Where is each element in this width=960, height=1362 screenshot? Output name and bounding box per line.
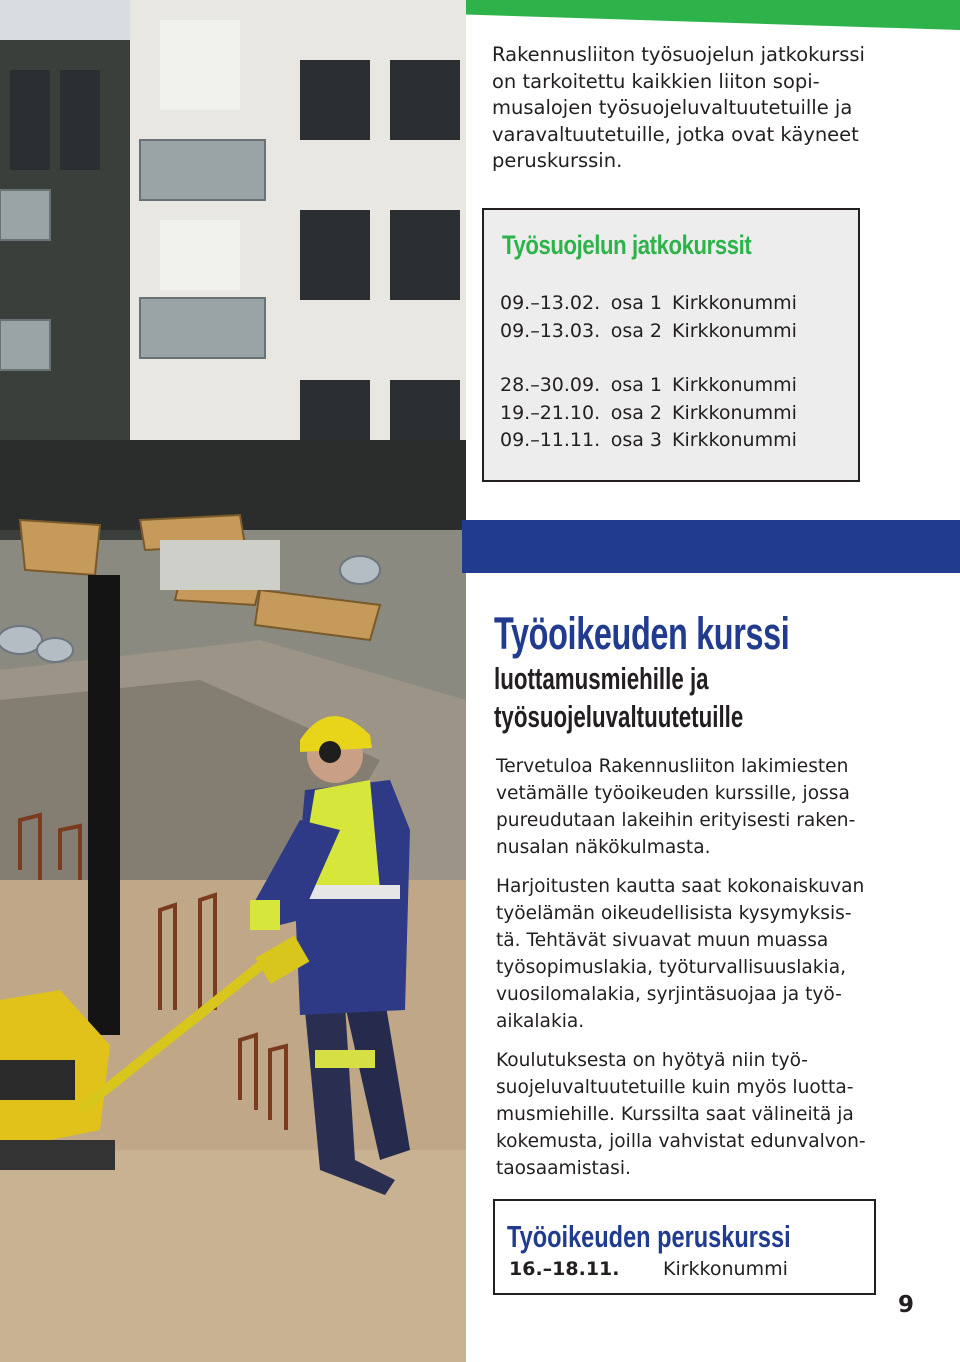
labour-law-title: Työoikeuden kurssi [494,608,790,659]
page-number: 9 [898,1292,915,1318]
labour-law-subtitle [494,660,868,736]
body-line: vetämälle työoikeuden kurssille, jossa [496,783,850,804]
advanced-courses-title: Työsuojelun jatkokurssit [502,230,752,260]
course-date: 19.–21.10. [500,401,601,424]
body-line: työelämän oikeudellisista kysymyksis- [496,903,852,924]
course-row [500,372,797,400]
course-date: 09.–13.03. [500,319,601,342]
subtitle-line: luottamusmiehille ja [494,661,709,696]
intro-line: musalojen työsuojeluvaltuutetuille ja [492,96,853,119]
course-part: osa 1 [610,374,662,396]
advanced-courses-list [500,290,797,455]
intro-line: peruskurssin. [492,149,623,172]
course-part: osa 1 [610,292,662,314]
course-part: osa 3 [610,429,662,451]
course-row [500,400,797,428]
course-part: osa 2 [610,401,662,424]
body-line: tä. Tehtävät sivuavat muun muassa [496,930,829,951]
course-location: Kirkkonummi [672,374,797,396]
body-line: Harjoitusten kautta saat kokonaiskuvan [496,876,865,897]
intro-line: on tarkoitettu kaikkien liiton sopi- [492,69,820,93]
body-line: suojeluvaltuutetuille kuin myös luotta- [496,1077,854,1098]
basic-course-date: 16.–18.11. [509,1258,620,1280]
intro-line: varavaltuutetuille, jotka ovat käyneet [492,122,859,146]
body-line: taosaamistasi. [496,1158,631,1179]
course-location: Kirkkonummi [672,401,797,424]
course-date: 09.–13.02. [500,292,601,314]
course-location: Kirkkonummi [672,429,797,451]
body-paragraph [496,873,936,1035]
construction-site-photo [0,0,466,1362]
course-date: 09.–11.11. [500,429,601,451]
body-paragraph [496,1047,936,1182]
intro-line: Rakennusliiton työsuojelun jatkokurssi [492,43,865,66]
basic-course-title: Työoikeuden peruskurssi [507,1219,791,1254]
body-line: aikalakia. [496,1011,585,1032]
body-line: työsopimuslakia, työturvallisuuslakia, [496,957,847,978]
body-paragraph [496,753,936,861]
course-location: Kirkkonummi [672,292,797,314]
body-line: Koulutuksesta on hyötyä niin työ- [496,1050,808,1071]
course-location: Kirkkonummi [672,319,797,342]
intro-paragraph [492,42,932,175]
labour-law-body [496,753,936,1194]
course-date: 28.–30.09. [500,374,601,396]
body-line: Tervetuloa Rakennusliiton lakimiesten [496,756,849,777]
body-line: musmiehille. Kurssilta saat välineitä ja [496,1104,854,1125]
body-line: nusalan näkökulmasta. [496,837,711,858]
body-line: vuosilomalakia, syrjintäsuojaa ja työ- [496,984,842,1005]
basic-course-box [493,1199,876,1295]
course-row [500,290,797,318]
subtitle-line: työsuojeluvaltuutetuille [494,699,744,734]
basic-course-location: Kirkkonummi [663,1258,788,1280]
course-row [500,318,797,346]
section-divider-band [462,520,960,573]
advanced-courses-box [482,208,860,482]
body-line: kokemusta, joilla vahvistat edunvalvon- [496,1131,866,1152]
course-row [500,427,797,455]
course-part: osa 2 [610,319,662,342]
body-line: pureudutaan lakeihin erityisesti raken- [496,810,856,831]
